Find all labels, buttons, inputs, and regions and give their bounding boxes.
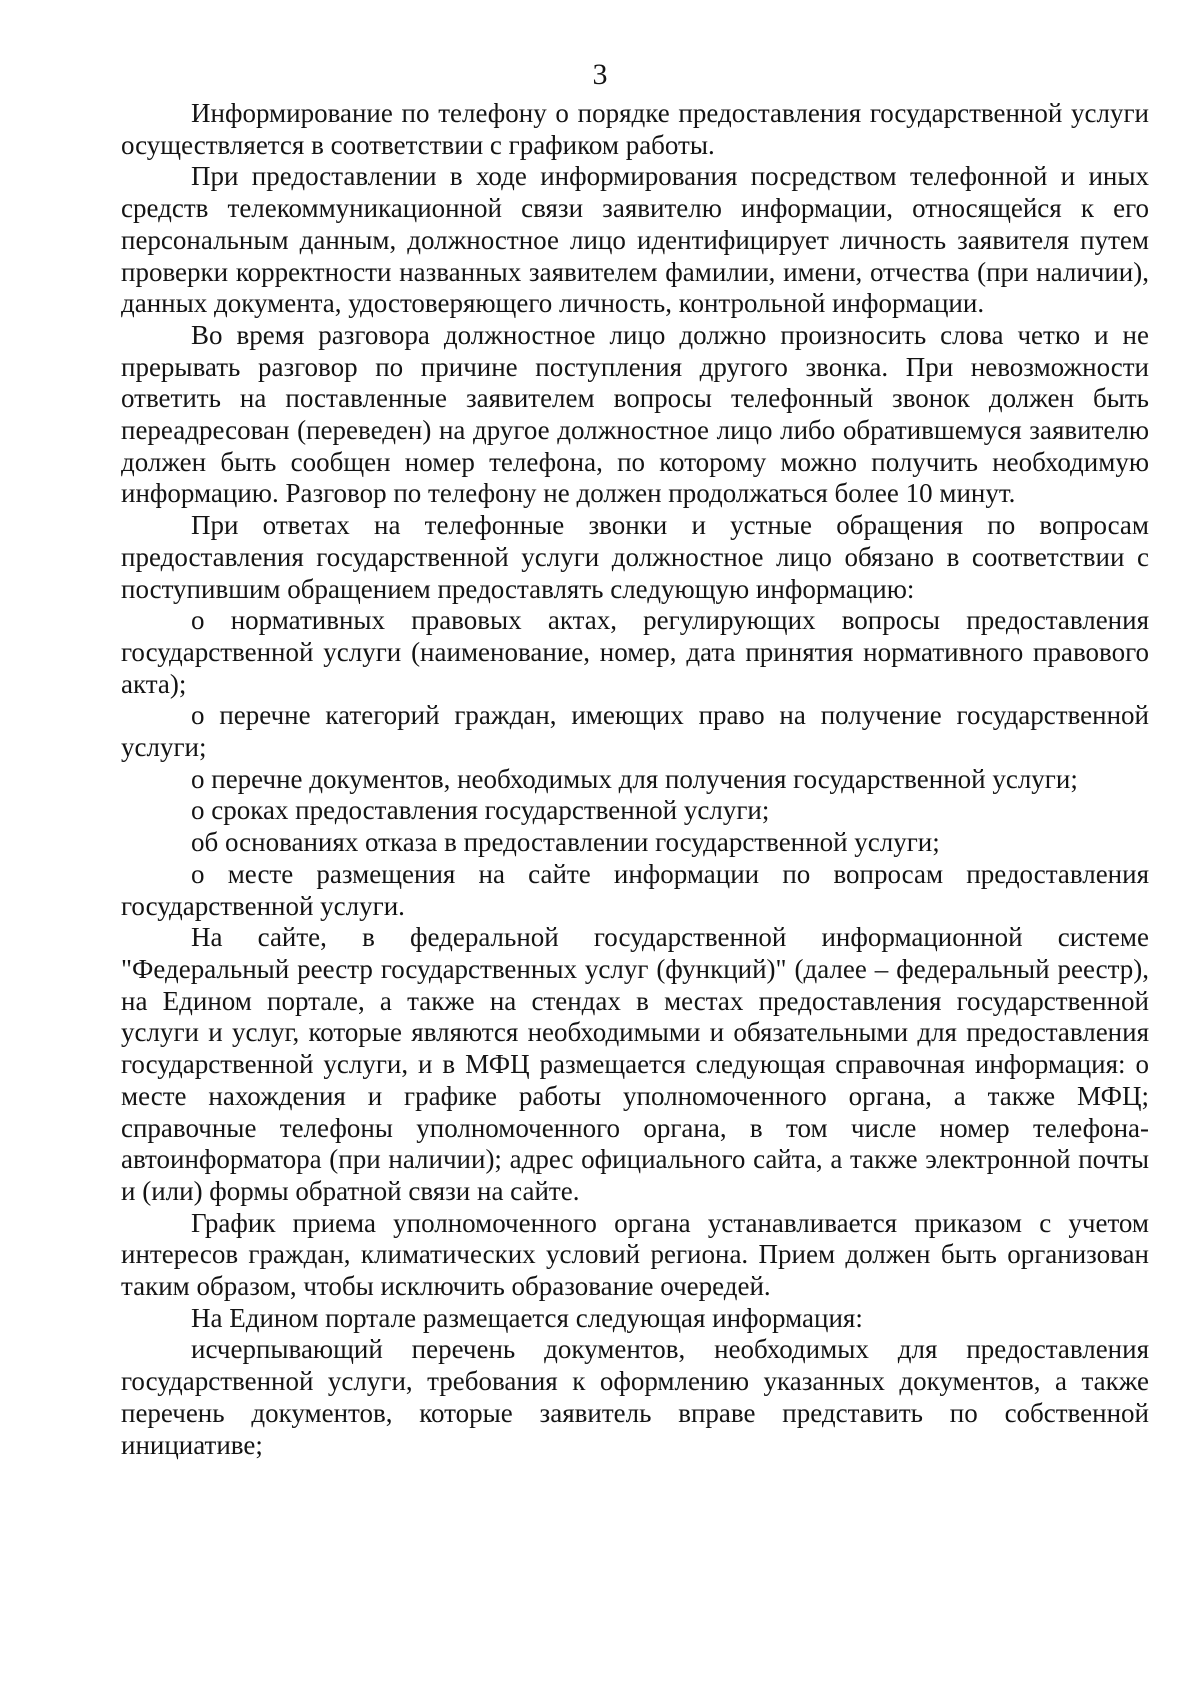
page-number: 3	[592, 58, 608, 91]
list-item-normative-acts: о нормативных правовых актах, регулирующих вопросы предоставления государственной услуги (наименование, номер, дата принятия нормативного правового акта);	[121, 605, 1149, 699]
paragraph-portal-intro: На Едином портале размещается следующая информация:	[191, 1302, 863, 1333]
paragraph-reference-info: На сайте, в федеральной государственной информационной системе "Федеральный реестр государственных услуг (функций)" (далее – федеральный реестр), на Едином портале, а также на стендах в местах предоставления государственной услуги и услуг, которые являются необходимыми и обязательными для предоставления государственной услуги, и в МФЦ размещается следующая справочная информация: о месте нахождения и графике работы уполномоченного органа, а также МФЦ; справочные телефоны уполномоченного органа, в том числе номер телефона-автоинформатора (при наличии); адрес официального сайта, а также электронной почты и (или) формы обратной связи на сайте.	[121, 922, 1149, 1206]
list-item-citizen-categories: о перечне категорий граждан, имеющих право на получение государственной услуги;	[121, 700, 1149, 763]
paragraph-conversation: Во время разговора должностное лицо должно произносить слова четко и не прерывать разговор по причине поступления другого звонка. При невозможности ответить на поставленные заявителем вопросы телефонный звонок должен быть переадресован (переведен) на другое должностное лицо либо обратившемуся заявителю должен быть сообщен номер телефона, по которому можно получить необходимую информацию. Разговор по телефону не должен продолжаться более 10 минут.	[121, 319, 1149, 509]
list-item-refusal-grounds: об основаниях отказа в предоставлении государственной услуги;	[191, 827, 940, 858]
list-item-documents: о перечне документов, необходимых для получения государственной услуги;	[191, 763, 1078, 794]
list-item-site-info: о месте размещения на сайте информации по вопросам предоставления государственной услуги.	[121, 858, 1149, 921]
list-item-portal-documents: исчерпывающий перечень документов, необходимых для предоставления государственной услуги, требования к оформлению указанных документов, а также перечень документов, которые заявитель вправе представить по собственной инициативе;	[121, 1334, 1149, 1460]
paragraph-personal-data: При предоставлении в ходе информирования посредством телефонной и иных средств телекоммуникационной связи заявителю информации, относящейся к его персональным данным, должностное лицо идентифицирует личность заявителя путем проверки корректности названных заявителем фамилии, имени, отчества (при наличии), данных документа, удостоверяющего личность, контрольной информации.	[121, 161, 1149, 319]
list-item-terms: о сроках предоставления государственной услуги;	[191, 795, 770, 826]
document-body	[121, 98, 1149, 1461]
paragraph-phone-info: Информирование по телефону о порядке предоставления государственной услуги осуществляется в соответствии с графиком работы.	[121, 98, 1149, 160]
paragraph-schedule: График приема уполномоченного органа устанавливается приказом с учетом интересов граждан, климатических условий региона. Прием должен быть организован таким образом, чтобы исключить образование очередей.	[121, 1207, 1149, 1302]
paragraph-answers: При ответах на телефонные звонки и устные обращения по вопросам предоставления государственной услуги должностное лицо обязано в соответствии с поступившим обращением предоставлять следующую информацию:	[121, 510, 1149, 604]
